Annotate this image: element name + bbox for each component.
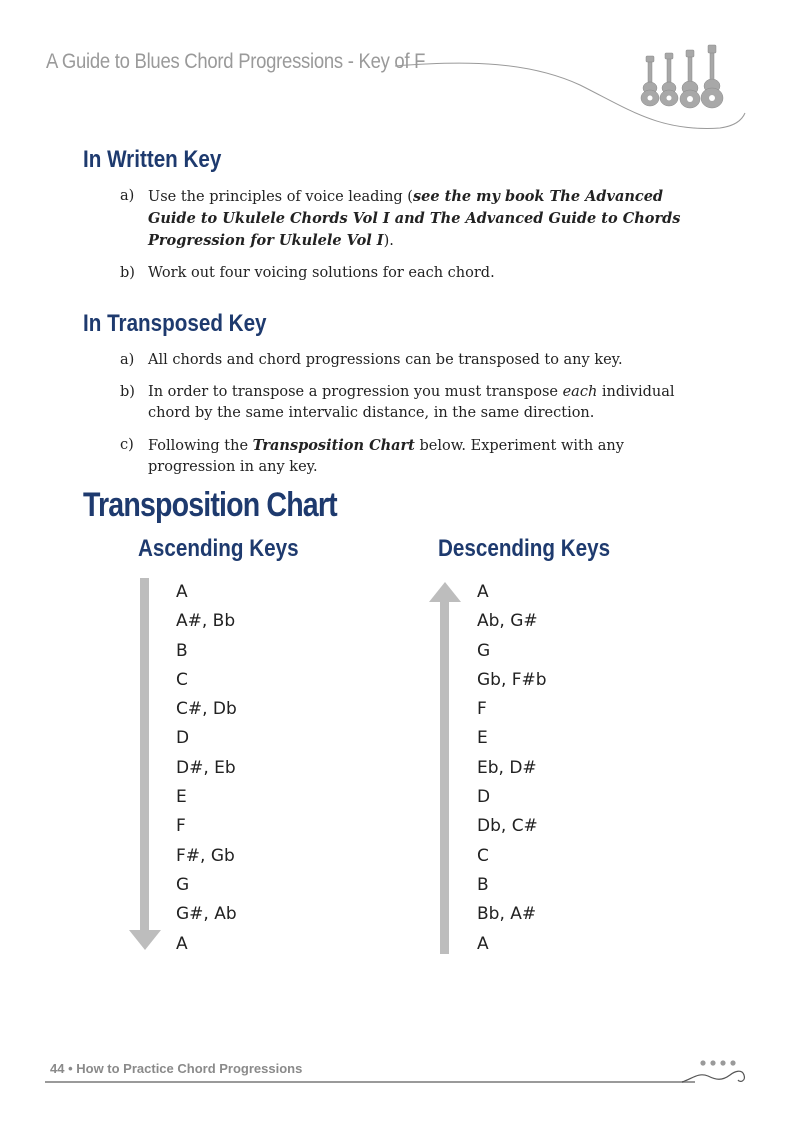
transposed-key-item	[120, 435, 710, 478]
ascending-key: B	[176, 640, 188, 661]
ascending-key: F#, Gb	[176, 845, 235, 866]
descending-key: B	[477, 874, 489, 895]
descending-keys-heading: Descending Keys	[438, 535, 611, 562]
descending-key: Ab, G#	[477, 611, 538, 632]
list-marker: c)	[120, 437, 134, 453]
descending-key: Gb, F#b	[477, 669, 547, 690]
item-text: see the my book The Advanced Guide to Ukulele Chords Vol I and The Advanced Guide to Chords Progression for Ukulele Vol I	[148, 188, 681, 249]
item-text: Following the	[148, 438, 253, 454]
arrow-down-icon	[128, 578, 164, 952]
descending-key: A	[477, 582, 489, 602]
item-text: individual chord by the same intervalic distance, in the same direction.	[148, 384, 675, 421]
transposed-key-list	[120, 350, 710, 489]
written-key-item	[120, 263, 710, 284]
ascending-key: G#, Ab	[176, 904, 237, 925]
descending-key: E	[477, 728, 488, 749]
list-marker: a)	[120, 352, 135, 368]
ascending-key: A	[176, 933, 188, 954]
descending-key: F	[477, 699, 487, 720]
chart-title: Transposition Chart	[83, 486, 337, 524]
footer-rule	[45, 1081, 695, 1083]
descending-key: G	[477, 640, 491, 661]
item-text: ).	[383, 233, 394, 249]
item-text: each	[562, 384, 598, 400]
item-text: All chords and chord progressions can be transposed to any key.	[148, 352, 623, 368]
descending-keys-list	[477, 578, 547, 959]
list-marker: b)	[120, 265, 135, 281]
ascending-key: F	[176, 816, 186, 837]
ascending-keys-heading: Ascending Keys	[138, 535, 299, 562]
ascending-key: A#, Bb	[176, 611, 236, 632]
header-decoration	[0, 0, 794, 140]
ascending-keys-list	[176, 578, 237, 959]
descending-key: D	[477, 787, 491, 808]
item-text: below. Experiment with any progression in any key.	[148, 438, 624, 475]
written-key-item	[120, 186, 710, 252]
section-heading-written-key: In Written Key	[83, 146, 222, 173]
ascending-key: D	[176, 728, 190, 749]
item-text: Use the principles of voice leading (	[148, 189, 413, 205]
page-footer: 44 • How to Practice Chord Progressions	[50, 1061, 303, 1076]
written-key-list	[120, 186, 710, 295]
ascending-key: D#, Eb	[176, 757, 236, 778]
arrow-up-icon	[428, 582, 464, 956]
transposed-key-item	[120, 350, 710, 371]
section-heading-transposed-key: In Transposed Key	[83, 310, 267, 337]
ascending-key: G	[176, 874, 190, 895]
running-header-title: A Guide to Blues Chord Progressions - Key of F	[46, 50, 426, 73]
item-text: In order to transpose a progression you must transpose	[148, 384, 563, 400]
item-text: Transposition Chart	[252, 437, 415, 454]
footer-decoration	[680, 1055, 750, 1090]
descending-key: Bb, A#	[477, 904, 537, 925]
transposed-key-item	[120, 382, 710, 424]
item-text: Work out four voicing solutions for each chord.	[148, 265, 495, 281]
ascending-key: C#, Db	[176, 699, 237, 720]
ascending-key: A	[176, 582, 188, 602]
list-marker: a)	[120, 188, 135, 204]
descending-key: C	[477, 845, 489, 866]
ascending-key: E	[176, 787, 187, 808]
descending-key: Db, C#	[477, 816, 538, 837]
descending-key: Eb, D#	[477, 757, 537, 778]
ascending-key: C	[176, 669, 188, 690]
list-marker: b)	[120, 384, 135, 400]
descending-key: A	[477, 933, 489, 954]
